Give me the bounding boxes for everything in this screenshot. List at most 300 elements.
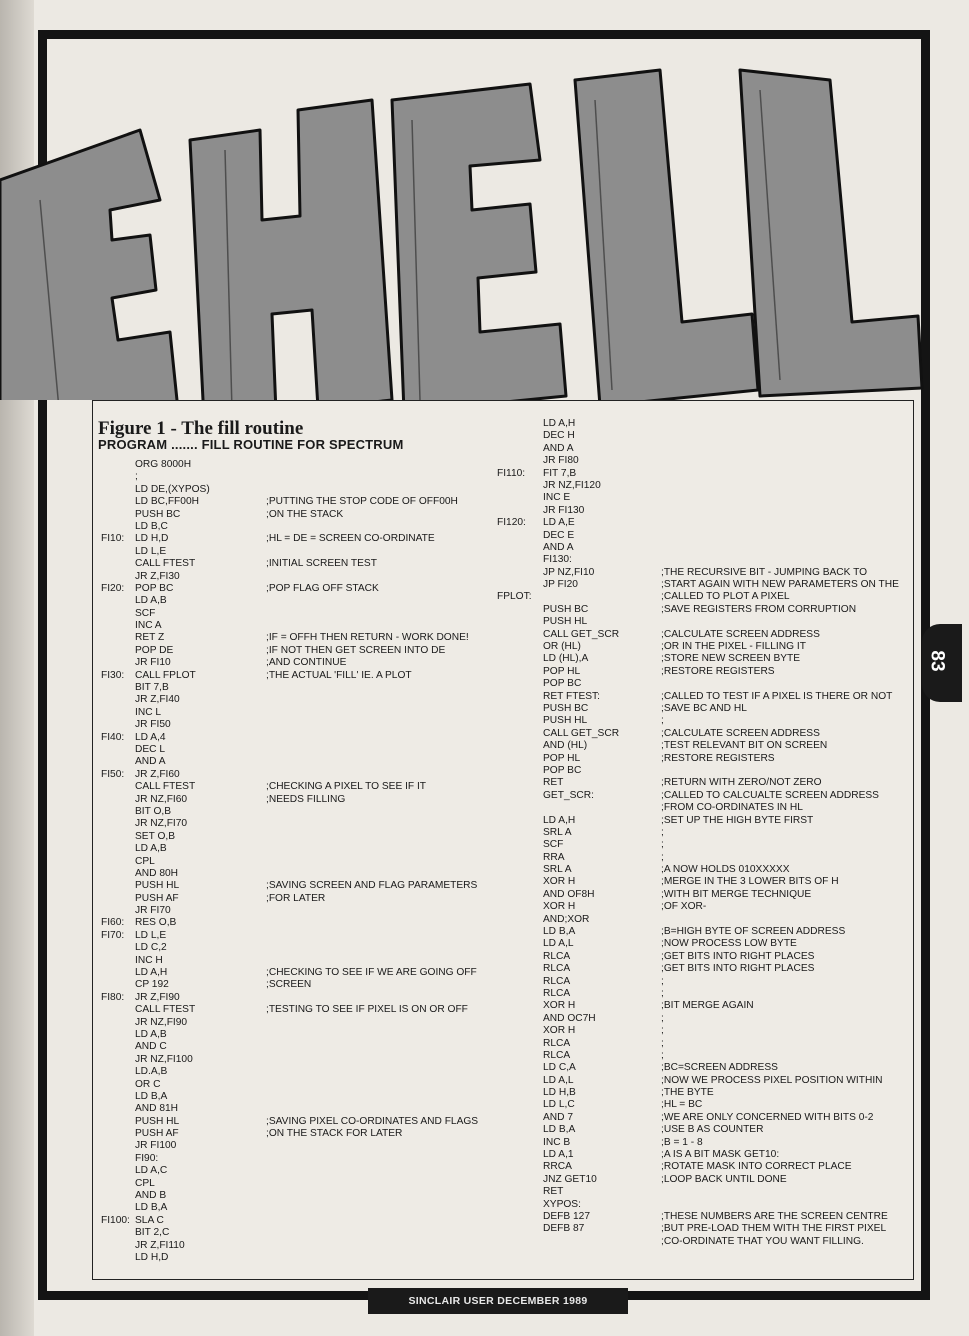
code-instruction: JR FI70	[135, 905, 171, 917]
code-line	[101, 1017, 478, 1029]
code-comment: ;LOOP BACK UNTIL DONE	[661, 1173, 787, 1185]
code-line	[497, 1025, 899, 1037]
code-line	[101, 917, 478, 929]
code-instruction: JR NZ,FI90	[135, 1016, 188, 1028]
code-instruction: JR FI100	[135, 1140, 177, 1152]
code-label	[497, 1025, 543, 1037]
code-line	[497, 418, 899, 430]
code-label	[101, 831, 135, 843]
code-label	[101, 657, 135, 669]
code-instruction: AND;XOR	[543, 913, 590, 925]
code-comment: ;	[661, 975, 664, 987]
code-line	[497, 777, 899, 789]
code-instruction: SRL A	[543, 826, 572, 838]
code-instruction: BIT 7,B	[135, 682, 169, 694]
code-instruction: POP BC	[543, 678, 582, 690]
code-instruction: RRCA	[543, 1161, 572, 1173]
code-instruction: LD DE,(XYPOS)	[135, 483, 210, 495]
code-instruction: PUSH AF	[135, 892, 179, 904]
code-instruction: JR FI50	[135, 719, 171, 731]
code-label	[497, 530, 543, 542]
code-line	[497, 790, 899, 802]
code-line	[497, 715, 899, 727]
code-line	[497, 827, 899, 839]
code-label	[497, 815, 543, 827]
code-line	[497, 641, 899, 653]
code-line	[101, 1227, 478, 1239]
code-label	[497, 1124, 543, 1136]
code-line	[497, 666, 899, 678]
code-comment: ;SAVE BC AND HL	[661, 702, 747, 714]
code-label	[497, 443, 543, 455]
code-label	[497, 542, 543, 554]
code-comment: ;HL = BC	[661, 1099, 703, 1111]
code-instruction: RET FTEST:	[543, 690, 600, 702]
code-instruction: INC A	[135, 620, 162, 632]
code-label	[497, 938, 543, 950]
code-line	[101, 1190, 478, 1202]
code-label	[497, 1000, 543, 1012]
code-line	[101, 1066, 478, 1078]
code-instruction: LD L,C	[543, 1099, 575, 1111]
code-instruction: JR Z,FI40	[135, 694, 180, 706]
code-instruction: RLCA	[543, 987, 571, 999]
code-line	[101, 1240, 478, 1252]
code-label	[497, 480, 543, 492]
code-label: FI120:	[497, 517, 526, 529]
code-comment: ;THE RECURSIVE BIT - JUMPING BACK TO	[661, 566, 868, 578]
code-label	[101, 1153, 135, 1165]
code-label	[497, 678, 543, 690]
code-instruction: LD.A,B	[135, 1066, 168, 1078]
code-line	[497, 554, 899, 566]
code-label	[497, 1099, 543, 1111]
code-line	[101, 868, 478, 880]
code-instruction: LD B,A	[135, 1090, 168, 1102]
code-line	[101, 682, 478, 694]
code-instruction	[543, 802, 661, 814]
code-line	[101, 806, 478, 818]
code-instruction: AND A	[543, 442, 574, 454]
code-instruction: AND OC7H	[543, 1012, 596, 1024]
code-instruction: LD L,E	[135, 545, 167, 557]
code-comment: ;OR IN THE PIXEL - FILLING IT	[661, 641, 806, 653]
code-line	[497, 889, 899, 901]
code-comment: ;	[661, 1049, 664, 1061]
code-line	[497, 591, 899, 603]
code-line	[101, 856, 478, 868]
code-label	[101, 1029, 135, 1041]
code-comment: ;SAVING PIXEL CO-ORDINATES AND FLAGS	[266, 1115, 479, 1127]
code-line	[497, 1038, 899, 1050]
code-line	[101, 1140, 478, 1152]
code-instruction: XYPOS:	[543, 1198, 581, 1210]
code-label	[101, 558, 135, 570]
code-line	[101, 707, 478, 719]
code-line	[497, 492, 899, 504]
code-instruction: RLCA	[543, 950, 571, 962]
code-label	[497, 1186, 543, 1198]
code-instruction: AND A	[543, 541, 574, 553]
code-comment: ;THE BYTE	[661, 1087, 714, 1099]
code-label	[497, 1161, 543, 1173]
code-line	[497, 988, 899, 1000]
code-line	[101, 955, 478, 967]
code-label	[497, 802, 543, 814]
code-line	[497, 1075, 899, 1087]
figure-title: Figure 1 - The fill routine	[98, 418, 304, 439]
code-comment: ;B = 1 - 8	[661, 1136, 703, 1148]
code-line	[101, 992, 478, 1004]
code-line	[497, 1211, 899, 1223]
code-comment: ;GET BITS INTO RIGHT PLACES	[661, 963, 815, 975]
code-label	[101, 843, 135, 855]
code-line	[497, 567, 899, 579]
code-instruction: LD A,H	[135, 967, 168, 979]
code-line	[497, 914, 899, 926]
code-instruction: LD A,B	[135, 595, 167, 607]
code-instruction: DEFB 127	[543, 1211, 590, 1222]
code-line	[101, 930, 478, 942]
code-label	[497, 852, 543, 864]
code-instruction: AND 7	[543, 1111, 574, 1123]
code-label	[497, 505, 543, 517]
code-instruction: RET	[543, 1186, 564, 1198]
code-label	[497, 1075, 543, 1087]
code-label: FI30:	[101, 669, 125, 681]
code-comment: ;CO-ORDINATE THAT YOU WANT FILLING.	[661, 1235, 864, 1247]
code-instruction: LD A,E	[543, 517, 575, 529]
code-label	[497, 567, 543, 579]
code-label	[497, 430, 543, 442]
code-instruction: JR NZ,FI70	[135, 818, 188, 830]
code-instruction: DEC E	[543, 529, 575, 541]
code-instruction: JR Z,FI110	[135, 1239, 185, 1251]
code-label	[497, 914, 543, 926]
code-label	[101, 1017, 135, 1029]
code-instruction: RLCA	[543, 963, 571, 975]
code-line	[101, 1252, 478, 1264]
code-instruction: BIT O,B	[135, 805, 172, 817]
code-label	[497, 1050, 543, 1062]
code-line	[497, 938, 899, 950]
page-number: 83	[926, 650, 948, 672]
code-line	[497, 1013, 899, 1025]
program-heading: PROGRAM ....... FILL ROUTINE FOR SPECTRUM	[98, 437, 404, 452]
code-comment: ;FOR LATER	[266, 892, 326, 904]
code-instruction: POP BC	[135, 582, 174, 594]
code-line	[101, 645, 478, 657]
code-line	[101, 1004, 478, 1016]
code-label	[101, 632, 135, 644]
code-label	[497, 629, 543, 641]
code-comment: ;SCREEN	[266, 979, 312, 991]
code-label	[497, 1149, 543, 1161]
code-instruction: LD H,D	[135, 1252, 169, 1263]
code-line	[497, 753, 899, 765]
code-label	[101, 471, 135, 483]
code-label	[497, 1087, 543, 1099]
code-instruction: PUSH BC	[543, 603, 589, 615]
code-line	[101, 942, 478, 954]
code-comment: ;	[661, 851, 664, 863]
code-line	[497, 864, 899, 876]
code-label	[497, 790, 543, 802]
code-instruction: CALL FPLOT	[135, 669, 196, 681]
code-instruction: XOR H	[543, 1025, 576, 1037]
code-instruction: AND OF8H	[543, 888, 595, 900]
code-label	[101, 1079, 135, 1091]
code-label	[497, 641, 543, 653]
code-label	[497, 715, 543, 727]
code-label	[497, 703, 543, 715]
code-line	[497, 976, 899, 988]
code-comment: ;TEST RELEVANT BIT ON SCREEN	[661, 740, 828, 752]
code-line	[101, 1041, 478, 1053]
code-label	[101, 1178, 135, 1190]
code-label	[497, 976, 543, 988]
code-label	[497, 864, 543, 876]
code-line	[497, 1174, 899, 1186]
code-line	[101, 509, 478, 521]
code-label	[101, 546, 135, 558]
code-instruction: RLCA	[543, 1037, 571, 1049]
code-instruction: LD L,E	[135, 929, 167, 941]
code-line	[497, 517, 899, 529]
code-line	[497, 728, 899, 740]
code-instruction: JR Z,FI30	[135, 570, 180, 582]
code-instruction: AND 80H	[135, 867, 179, 879]
code-line	[497, 740, 899, 752]
code-instruction: POP BC	[543, 764, 582, 776]
code-line	[497, 815, 899, 827]
code-comment: ;ON THE STACK FOR LATER	[266, 1128, 403, 1140]
code-comment: ;CALLED TO PLOT A PIXEL	[661, 591, 790, 603]
code-instruction: CALL GET_SCR	[543, 628, 620, 640]
code-label	[101, 521, 135, 533]
code-instruction: POP DE	[135, 644, 174, 656]
code-line	[497, 926, 899, 938]
code-instruction: INC L	[135, 706, 162, 718]
code-line	[497, 802, 899, 814]
code-comment: ;CALLED TO CALCUALTE SCREEN ADDRESS	[661, 789, 879, 801]
code-label: FI50:	[101, 768, 125, 780]
code-line	[497, 505, 899, 517]
code-line	[101, 583, 478, 595]
code-comment: ;SET UP THE HIGH BYTE FIRST	[661, 814, 814, 826]
code-instruction: CALL FTEST	[135, 558, 196, 570]
code-line	[101, 595, 478, 607]
code-instruction: JR NZ,FI60	[135, 793, 188, 805]
code-label	[101, 645, 135, 657]
title-art	[0, 40, 969, 400]
code-instruction: LD A,H	[543, 418, 576, 429]
code-label	[101, 1066, 135, 1078]
code-instruction: RRA	[543, 851, 565, 863]
code-label	[497, 554, 543, 566]
code-line	[101, 484, 478, 496]
code-instruction: FI90:	[135, 1152, 159, 1164]
code-line	[497, 616, 899, 628]
code-comment: ;THESE NUMBERS ARE THE SCREEN CENTRE	[661, 1211, 888, 1222]
code-instruction: JR FI130	[543, 504, 585, 516]
code-instruction	[543, 1236, 661, 1248]
code-label: FI60:	[101, 917, 125, 929]
code-line	[497, 901, 899, 913]
code-instruction: SET O,B	[135, 830, 176, 842]
code-label	[101, 719, 135, 731]
code-label	[101, 1004, 135, 1016]
code-instruction: DEFB 87	[543, 1223, 585, 1235]
code-line	[497, 1000, 899, 1012]
code-label	[497, 579, 543, 591]
code-instruction: SLA C	[135, 1214, 164, 1226]
code-instruction: SCF	[543, 839, 564, 851]
code-instruction: XOR H	[543, 901, 576, 913]
code-instruction: AND 81H	[135, 1103, 179, 1115]
code-comment: ;RETURN WITH ZERO/NOT ZERO	[661, 777, 822, 789]
code-instruction: LD A,B	[135, 843, 167, 855]
code-label	[101, 794, 135, 806]
code-label: FI40:	[101, 731, 125, 743]
code-line	[497, 430, 899, 442]
code-line	[497, 839, 899, 851]
code-comment: ;AND CONTINUE	[266, 657, 347, 669]
code-comment: ;GET BITS INTO RIGHT PLACES	[661, 950, 815, 962]
code-instruction: JR NZ,FI120	[543, 479, 601, 491]
code-label	[101, 694, 135, 706]
code-line	[497, 1236, 899, 1248]
code-label	[101, 955, 135, 967]
code-label	[497, 827, 543, 839]
code-label	[101, 1140, 135, 1152]
code-line	[497, 468, 899, 480]
code-instruction: PUSH HL	[543, 616, 588, 628]
code-comment: ;MERGE IN THE 3 LOWER BITS OF H	[661, 876, 839, 888]
code-instruction: LD B,C	[135, 520, 168, 532]
code-instruction: LD B,A	[543, 1124, 576, 1136]
code-comment: ;CHECKING A PIXEL TO SEE IF IT	[266, 781, 427, 793]
code-line	[497, 1050, 899, 1062]
code-line	[101, 632, 478, 644]
code-instruction	[543, 591, 661, 603]
code-line	[497, 951, 899, 963]
code-line	[101, 1153, 478, 1165]
code-line	[101, 967, 478, 979]
code-label	[101, 1116, 135, 1128]
code-instruction: JR NZ,FI100	[135, 1053, 193, 1065]
code-instruction: JP FI20	[543, 579, 578, 591]
code-instruction: XOR H	[543, 876, 576, 888]
code-line	[497, 1199, 899, 1211]
code-comment: ;FROM CO-ORDINATES IN HL	[661, 802, 803, 814]
code-line	[497, 542, 899, 554]
code-label: FI70:	[101, 929, 125, 941]
code-line	[101, 1029, 478, 1041]
code-label	[101, 1041, 135, 1053]
code-instruction: ORG 8000H	[135, 459, 192, 470]
code-line	[101, 880, 478, 892]
code-comment: ;	[661, 1012, 664, 1024]
code-label	[497, 1013, 543, 1025]
code-line	[497, 852, 899, 864]
code-label	[497, 777, 543, 789]
code-label	[497, 1199, 543, 1211]
code-label	[497, 616, 543, 628]
code-instruction: XOR H	[543, 1000, 576, 1012]
code-line	[101, 533, 478, 545]
code-comment: ;BIT MERGE AGAIN	[661, 1000, 754, 1012]
code-label	[497, 901, 543, 913]
code-instruction: AND A	[135, 756, 166, 768]
code-label	[497, 653, 543, 665]
code-label	[497, 1062, 543, 1074]
code-label	[497, 951, 543, 963]
code-line	[101, 1091, 478, 1103]
code-column-left	[101, 459, 478, 1264]
code-comment: ;	[661, 839, 664, 851]
code-line	[497, 765, 899, 777]
code-label: FI10:	[101, 533, 125, 545]
title-letter-h	[190, 100, 392, 400]
code-label	[101, 893, 135, 905]
title-letter-e	[0, 130, 178, 400]
code-instruction: CALL GET_SCR	[543, 727, 620, 739]
code-instruction: AND B	[135, 1190, 167, 1202]
code-label	[101, 979, 135, 991]
code-comment: ;POP FLAG OFF STACK	[266, 582, 379, 594]
code-instruction: LD C,A	[543, 1062, 576, 1074]
code-line	[497, 455, 899, 467]
code-line	[497, 1149, 899, 1161]
code-label	[497, 1112, 543, 1124]
code-comment: ;RESTORE REGISTERS	[661, 752, 775, 764]
code-label: FI80:	[101, 991, 125, 1003]
code-instruction: FI130:	[543, 554, 572, 566]
code-instruction: CALL FTEST	[135, 1004, 196, 1016]
code-line	[101, 831, 478, 843]
code-instruction: CPL	[135, 1177, 155, 1189]
code-line	[497, 604, 899, 616]
code-line	[101, 496, 478, 508]
code-instruction: BIT 2,C	[135, 1227, 170, 1239]
code-line	[101, 794, 478, 806]
code-comment: ;	[661, 987, 664, 999]
code-comment: ;A NOW HOLDS 010XXXXX	[661, 864, 790, 876]
code-instruction: JNZ GET10	[543, 1173, 597, 1185]
code-comment: ;ROTATE MASK INTO CORRECT PLACE	[661, 1161, 852, 1173]
code-instruction: ;	[135, 471, 138, 483]
code-label	[497, 740, 543, 752]
code-label	[101, 880, 135, 892]
code-comment: ;RESTORE REGISTERS	[661, 665, 775, 677]
code-label	[101, 608, 135, 620]
code-instruction: JP NZ,FI10	[543, 566, 595, 578]
code-comment: ;NOW WE PROCESS PIXEL POSITION WITHIN	[661, 1074, 883, 1086]
code-label	[101, 856, 135, 868]
code-label	[101, 571, 135, 583]
code-label	[101, 744, 135, 756]
code-comment: ;NEEDS FILLING	[266, 793, 346, 805]
code-line	[101, 818, 478, 830]
code-line	[101, 620, 478, 632]
code-line	[101, 719, 478, 731]
code-comment: ;WITH BIT MERGE TECHNIQUE	[661, 888, 812, 900]
code-instruction: LD A,C	[135, 1165, 168, 1177]
code-line	[497, 1087, 899, 1099]
code-line	[497, 579, 899, 591]
code-line	[101, 521, 478, 533]
